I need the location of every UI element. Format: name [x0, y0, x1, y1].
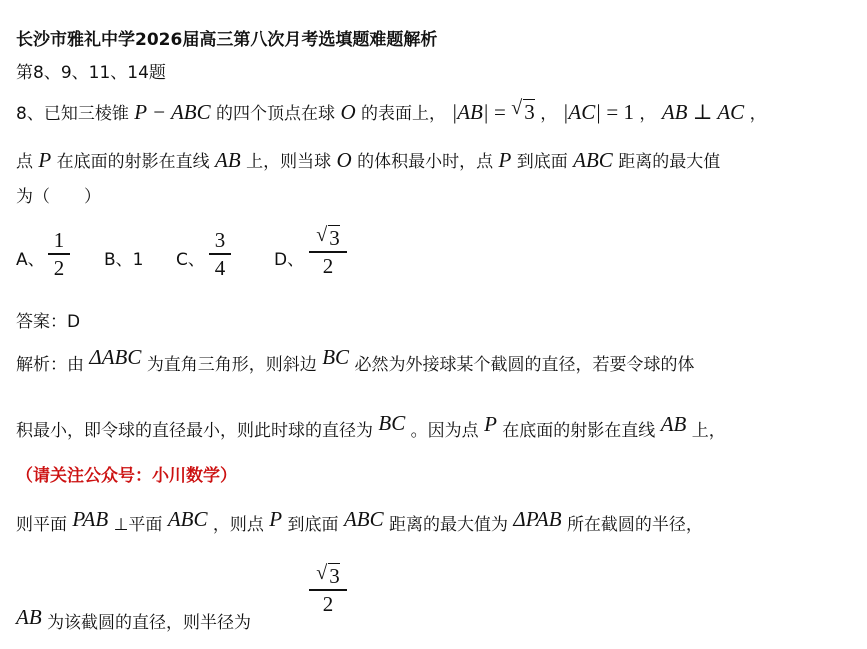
numerator: 1	[53, 228, 65, 252]
analysis-text: ⊥平面	[113, 515, 163, 535]
question-prefix: 8、已知三棱锥	[16, 104, 129, 124]
math-ac-abs: |AC|	[562, 100, 601, 124]
analysis-line-4	[16, 605, 252, 634]
analysis-text: 解析：由	[16, 355, 84, 375]
option-a-label: A、	[16, 250, 45, 270]
question-line-3: 为（ ）	[16, 187, 101, 207]
page-title: 长沙市雅礼中学2026届高三第八次月考选填题难题解析	[16, 30, 438, 50]
analysis-text: ，则点	[212, 515, 264, 535]
question-text: 点	[16, 152, 33, 172]
question-line-2	[16, 147, 720, 173]
option-c-fraction	[209, 228, 231, 280]
math-bc: BC	[378, 411, 406, 435]
analysis-text: 为直角三角形，则斜边	[146, 355, 317, 375]
numerator: 3	[214, 228, 226, 252]
math-pab: PAB	[72, 507, 109, 531]
fraction-bar	[309, 251, 347, 253]
math-o: O	[336, 148, 352, 172]
math-p: P	[498, 148, 512, 172]
analysis-text: 距离的最大值为	[389, 515, 509, 535]
fraction-bar	[309, 589, 347, 591]
math-triangle-abc: ΔABC	[89, 345, 142, 369]
math-p: P	[269, 507, 283, 531]
radius-fraction	[309, 564, 347, 616]
math-ab: AB	[660, 412, 687, 436]
option-a-fraction	[48, 228, 70, 280]
math-equals: =	[494, 100, 506, 124]
math-ab-abs: |AB|	[451, 100, 489, 124]
analysis-text: 则平面	[16, 515, 67, 535]
analysis-text: 所在截圆的半径，	[566, 515, 703, 535]
sqrt-radicand: 3	[329, 564, 340, 588]
analysis-text: 。因为点	[410, 421, 479, 441]
question-text: 在底面的射影在直线	[56, 152, 210, 172]
denominator: 2	[322, 591, 334, 616]
analysis-text: 到底面	[287, 515, 339, 535]
analysis-text: 上，	[691, 421, 726, 441]
fraction-bar	[209, 253, 231, 255]
question-line-1	[16, 99, 767, 125]
sqrt-radicand: 3	[329, 226, 340, 250]
analysis-line-3	[16, 507, 703, 536]
fraction-bar	[48, 253, 70, 255]
denominator: 2	[53, 255, 65, 280]
math-o: O	[340, 100, 356, 124]
math-p-abc: P − ABC	[134, 100, 211, 124]
wechat-notice: （请关注公众号：小川数学）	[16, 466, 237, 486]
question-text: 到底面	[516, 152, 568, 172]
question-text: 的四个顶点在球	[216, 104, 336, 124]
option-d-fraction	[309, 226, 347, 278]
math-ab: AB	[215, 148, 241, 172]
analysis-line-2	[16, 411, 726, 442]
denominator: 4	[214, 255, 226, 280]
math-p: P	[484, 412, 497, 436]
analysis-text: 在底面的射影在直线	[502, 421, 656, 441]
answer: 答案：D	[16, 312, 81, 332]
comma: ，	[540, 104, 558, 124]
option-d-label: D、	[274, 250, 305, 270]
question-text: 距离的最大值	[618, 152, 721, 172]
analysis-line-1	[16, 345, 695, 376]
math-sqrt3: √ 3	[511, 97, 535, 124]
math-abc: ABC	[167, 507, 208, 531]
comma: ，	[749, 104, 767, 124]
sqrt-radicand: 3	[524, 100, 535, 124]
numerator: √ 3	[316, 562, 340, 588]
analysis-text: 积最小，即令球的直径最小，则此时球的直径为	[16, 421, 373, 441]
numerator: √ 3	[316, 224, 340, 250]
math-abc: ABC	[343, 507, 384, 531]
math-bc: BC	[322, 345, 350, 369]
question-text: 的表面上，	[361, 104, 447, 124]
math-equals-one: = 1	[606, 100, 634, 124]
comma: ，	[639, 104, 657, 124]
analysis-text: 必然为外接球某个截圆的直径，若要令球的体	[354, 355, 695, 375]
math-perp: AB ⊥ AC	[661, 100, 745, 124]
math-ab: AB	[16, 605, 42, 629]
denominator: 2	[322, 253, 334, 278]
question-text: 上，则当球	[246, 152, 332, 172]
analysis-text: 为该截圆的直径，则半径为	[47, 613, 252, 633]
math-triangle-pab: ΔPAB	[513, 507, 562, 531]
math-p: P	[38, 148, 52, 172]
question-list: 第8、9、11、14题	[16, 63, 166, 83]
option-b: B、1	[104, 250, 144, 270]
question-text: 的体积最小时，点	[357, 152, 494, 172]
math-abc: ABC	[573, 148, 613, 172]
option-c-label: C、	[176, 250, 205, 270]
